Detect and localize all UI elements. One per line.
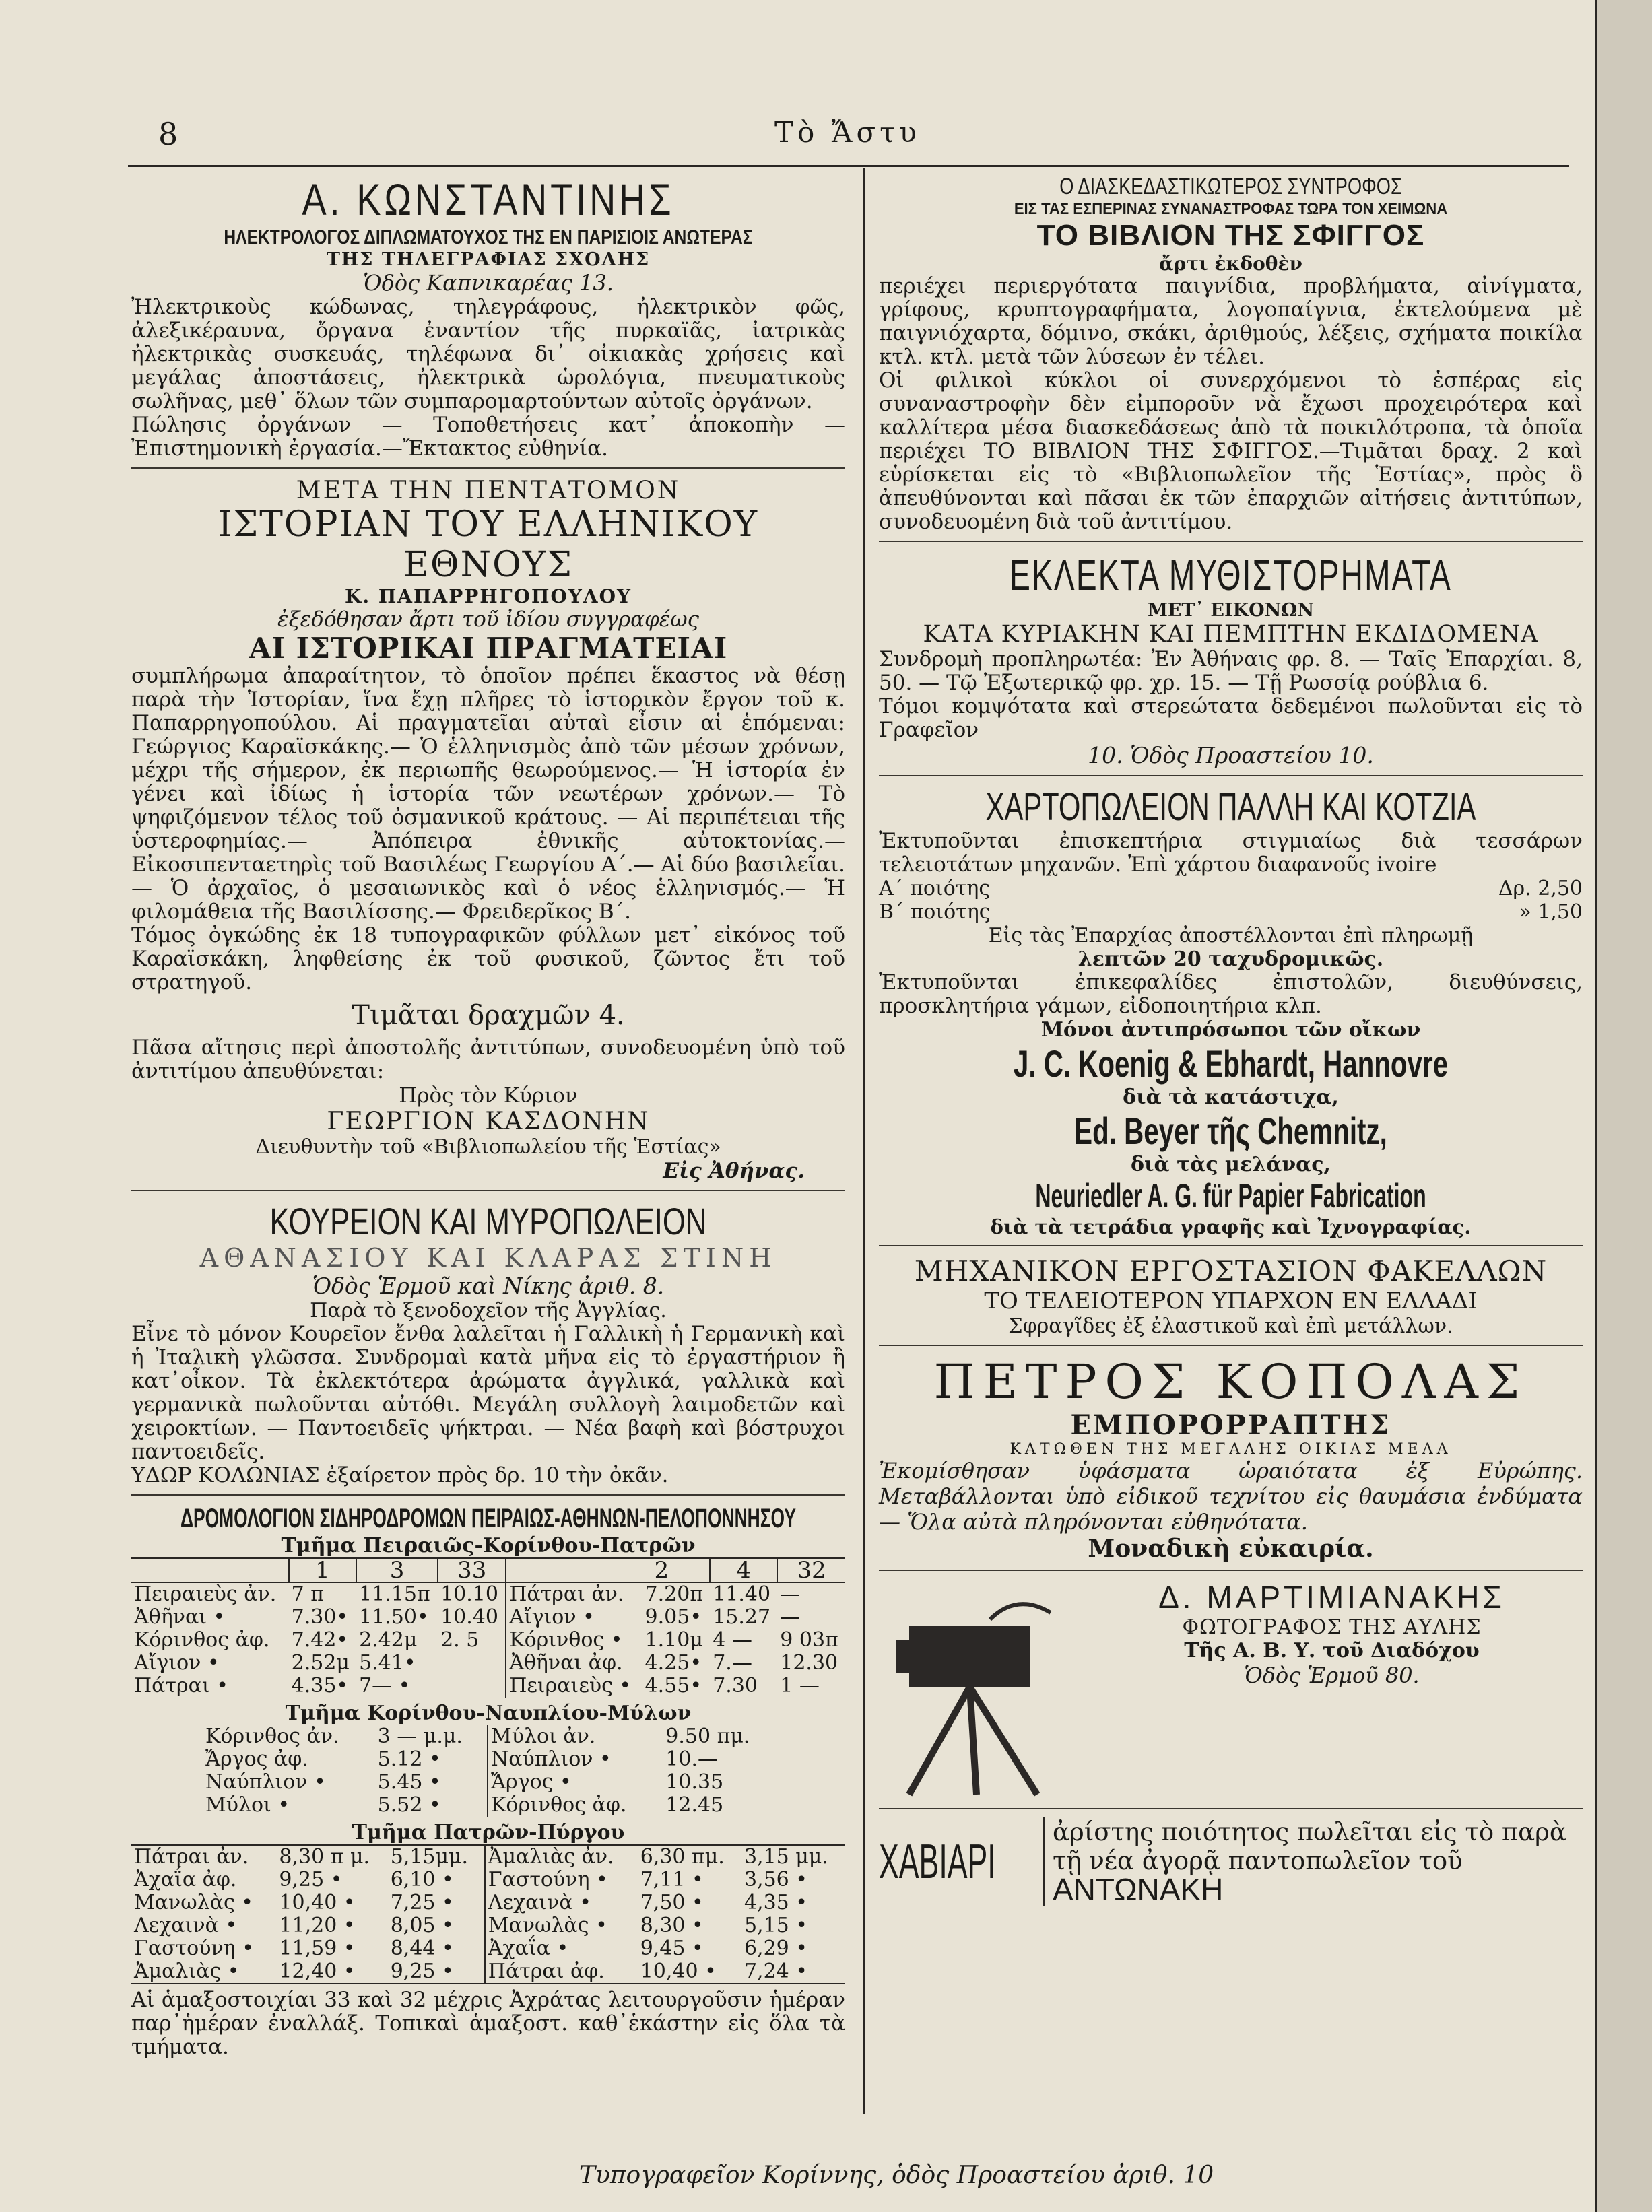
ad-body: συμπλήρωμα ἀπαραίτητον, τὸ ὁποῖον πρέπει ἕκαστος νὰ θέσῃ παρὰ τὴν Ἱστορίαν, ἵνα ἔχῃ πλῆρες τὸ ἱστορικὸν ἔργον τοῦ κ. Παπαρρηγοπούλου. Αἱ πραγματεῖαι αὐταὶ εἶσιν αἱ ἑπόμεναι: Γεώργιος Καραϊσκάκης.— Ὁ ἑλληνισμὸς ἀπὸ τῶν μέσων χρόνων, μέχρι τῆς σήμερον, ἐκ περιωπῆς θεωρούμενος.— Ἡ ἱστορία ἐν γένει καὶ ἰδίως ἡ ἱστορία τῶν νεωτέρων χρόνων.— Τὸ ψηφιζόμενον τέλος τοῦ ὀσμανικοῦ κράτους. — Αἱ περιπέτειαι τῆς ὑστεροφημίας.— Ἀπόπειρα ἐθνικῆς αὐτοκτονίας.—Εἰκοσιπενταετηρὶς τοῦ Βασιλέως Γεωργίου Α΄.— Αἱ δύο βασιλεῖαι.— Ὁ ἀρχαῖος, ὁ μεσαιωνικὸς καὶ ὁ νέος ἑλληνισμός.— Ἡ φιλομάθεια τῆς Βασιλίσσης.— Φρειδερῖκος Β΄. [131,664,845,924]
timetable-cell: Μανωλὰς • [134,1891,253,1914]
ad-trade: ΕΜΠΟΡΟΡΡΑΠΤΗΣ [1070,1409,1391,1441]
page-edge [1595,0,1652,2212]
timetable-cell: Κόρινθος ἀν. [205,1724,339,1748]
timetable-cell: 10.40 [440,1605,498,1629]
timetable-cell: 5.52 • [377,1793,441,1817]
right-column [879,174,1583,1906]
left-column [131,174,845,2059]
ad-sub: ΜΕΤ᾽ ΕΙΚΟΝΩΝ [1147,600,1315,621]
timetable-cell: 1.10μ [645,1628,703,1652]
timetable-cell: Ναύπλιον • [205,1770,326,1794]
ad-body: Σφραγῖδες ἐξ ἐλαστικοῦ καὶ ἐπὶ μετάλλων. [1008,1314,1453,1338]
ad-line-1: ΜΕΤΑ ΤΗΝ ΠΕΝΤΑΤΟΜΟΝ [296,477,681,504]
timetable-cell: 6,10 • [390,1868,454,1891]
ad-address: 10. Ὁδὸς Προαστείου 10. [1088,742,1374,768]
ad-reps: Μόνοι ἀντιπρόσωποι τῶν οἴκων [1040,1018,1421,1042]
timetable-cell: 9,25 • [390,1959,454,1983]
ad-price: Τιμᾶται δραχμῶν 4. [352,1000,625,1031]
timetable-cell: 3,56 • [744,1868,807,1891]
house-2-note: διὰ τὰς μελάνας, [1131,1153,1331,1176]
ad-body-2: Οἱ φιλικοὶ κύκλοι οἱ συνερχόμενοι τὸ ἑσπέρας εἰς συναναστροφὴν δὲν εἰμποροῦν νὰ ἔχωσι προχειρότερα καὶ καλλίτερα μέσα διασκεδάσεως ἀπὸ τὰ ποικιλότροπα, τὰ ὁποῖα περιέχει ΤΟ ΒΙΒΛΙΟΝ ΤΗΣ ΣΦΙΓΓΟΣ.—Τιμᾶται δραχ. 2 καὶ εὑρίσκεται εἰς τὸ «Βιβλιοπωλεῖον τῆς Ἑστίας», πρὸς ὃ ἀπευθύνονται καὶ πᾶσαι ἐκ τῶν ἐπαρχιῶν αἰτήσεις ἀντιτύπων, συνοδευομένη διὰ τοῦ ἀντιτίμου. [879,368,1583,534]
timetable-row [131,1869,845,1891]
ad-printed: Ἐκτυποῦνται ἐπικεφαλίδες ἐπιστολῶν, διευθύνσεις, προσκλητήρια γάμων, εἰδοποιητήρια κλπ. [879,970,1583,1018]
ad-envelope-factory [879,1254,1583,1346]
timetable-row [131,1845,845,1869]
timetable-cell: 4.25• [645,1651,702,1675]
timetable-cell: Αἴγιον • [134,1651,220,1675]
timetable-cell: 5,15μμ. [390,1845,469,1869]
ad-near: Παρὰ τὸ ξενοδοχεῖον τῆς Ἀγγλίας. [310,1299,667,1322]
timetable-cell: 7.42• [291,1628,349,1652]
timetable-cell: 10,40 • [279,1891,356,1914]
timetable-cell: 9,45 • [640,1937,704,1960]
ad-title: ΤΟ ΒΙΒΛΙΟΝ ΤΗΣ ΣΦΙΓΓΟΣ [1036,219,1425,252]
timetable-row [203,1725,774,1748]
timetable-cell: Πάτραι • [134,1674,228,1698]
timetable-cell: Ἀθῆναι • [134,1605,226,1629]
timetable-cell: 7,11 • [640,1868,704,1891]
timetable-cell: Ἀθῆναι ἀφ. [506,1652,642,1675]
section-heading: Τμῆμα Κορίνθου-Ναυπλίου-Μύλων [285,1702,692,1725]
timetable-cell: Κόρινθος ἀφ. [488,1794,663,1817]
timetable-cell: Γαστούνη • [485,1869,638,1891]
house-2: Ed. Beyer τῆς Chemnitz, [1074,1110,1387,1152]
ad-location: ΚΑΤΩΘΕΝ ΤΗΣ ΜΕΓΑΛΗΣ ΟΙΚΙΑΣ ΜΕΛΑ [1010,1441,1452,1458]
timetable-cell: 8,30 • [640,1914,704,1937]
timetable-cell: Ναύπλιον • [488,1748,663,1771]
ad-tag: Μοναδικὴ εὐκαιρία. [1088,1535,1374,1563]
ad-recipient: ΓΕΩΡΓΙΟΝ ΚΑΣΔΟΝΗΝ [327,1108,650,1135]
timetable-cell: 10.— [665,1747,719,1771]
ad-product: ΧΑΒΙΑΡΙ [879,1835,996,1889]
timetable-cell: 11,59 • [279,1937,356,1960]
printer-footer: Τυπογραφεῖον Κορίννης, ὁδὸς Προαστείου ἀριθ. 10 [579,2161,1214,2189]
timetable-cell: 7.— [713,1651,752,1675]
timetable-cell: 6,30 πμ. [640,1845,725,1869]
page-number: 8 [158,116,178,152]
timetable-cell: Πάτραι ἀν. [506,1582,642,1606]
ad-title: ΧΑΡΤΟΠΩΛΕΙΟΝ ΠΑΛΛΗ ΚΑΙ ΚΟΤΖΙΑ [985,785,1476,829]
timetable-cell: 3 — μ.μ. [377,1724,463,1748]
timetable-cell: 8,30 π μ. [279,1845,370,1869]
timetable-cell: 6,29 • [744,1937,807,1960]
train-column: 33 [438,1558,506,1582]
quality-label: Α΄ ποιότης [879,877,991,900]
timetable-cell: Πειραιεὺς • [506,1675,642,1698]
timetable-cell: 11.40 [713,1582,771,1606]
timetable-cell: Μύλοι ἀν. [488,1725,663,1748]
timetable-cell: Ἀμαλιὰς • [134,1959,240,1983]
train-column: 1 [289,1558,356,1582]
timetable-section-2 [203,1725,774,1817]
ad-schedule: ΚΑΤΑ ΚΥΡΙΑΚΗΝ ΚΑΙ ΠΕΜΠΤΗΝ ΕΚΔΙΔΟΜΕΝΑ [923,621,1539,648]
timetable-cell: 2.42μ [359,1628,418,1652]
ad-title: ΚΟΥΡΕΙΟΝ ΚΑΙ ΜΥΡΟΠΩΛΕΙΟΝ [269,1200,707,1242]
timetable-cell: 1 — [780,1674,820,1698]
timetable-note: Αἱ ἁμαξοστοιχίαι 33 καὶ 32 μέχρις Ἀχράτας λειτουργοῦσιν ἡμέραν παρ᾽ἡμέραν ἐναλλάξ. Τοπικαὶ ἁμαξοστ. καθ᾽ἑκάστην εἰς ὅλα τὰ τμήματα. [131,1988,845,2059]
ad-cologne: ΥΔΩΡ ΚΟΛΩΝΙΑΣ ἐξαίρετον πρὸς δρ. 10 τὴν ὀκᾶν. [131,1463,669,1487]
timetable-cell: Ἀμαλιὰς ἀν. [485,1845,638,1869]
timetable-cell: 15.27 [713,1605,771,1629]
train-column: 2 [506,1558,710,1582]
timetable-cell: Ἀχαΐα • [485,1937,638,1960]
timetable-cell: Μύλοι • [205,1793,290,1817]
timetable-cell: Λεχαινὰ • [134,1914,238,1937]
timetable-row [131,1937,845,1960]
ad-novels [879,550,1583,776]
timetable-row [131,1652,845,1675]
timetable-cell: Κόρινθος • [506,1629,642,1652]
timetable-cell: 4.35• [291,1674,349,1698]
house-1-note: διὰ τὰ κατάστιχα, [1123,1085,1339,1109]
camera-illustration [879,1579,1074,1801]
timetable-row [131,1629,845,1652]
ad-to: Πρὸς τὸν Κύριον [399,1083,578,1108]
section-heading: Τμῆμα Πειραιῶς-Κορίνθου-Πατρῶν [281,1534,696,1557]
timetable-cell: 9.50 πμ. [665,1724,750,1748]
price-row-2 [879,900,1583,924]
ad-title: ΕΚΛΕΚΤΑ ΜΥΘΙΣΤΟΡΗΜΑΤΑ [1010,551,1452,599]
ad-body: Εἶνε τὸ μόνον Κουρεῖον ἔνθα λαλεῖται ἡ Γαλλικὴ ἡ Γερμανικὴ καὶ ἡ Ἰταλικὴ γλῶσσα. Συνδρομαὶ κατὰ μῆνα εἰς τὸ ἐργαστήριον ἢ κατ᾽οἶκον. Τὰ ἐκλεκτότερα ἀρώματα ἀγγλικά, γαλλικὰ καὶ γερμανικὰ πωλοῦνται αὐτόθι. Μεγάλη συλλογὴ λαιμοδετῶν καὶ χειροκτίων. — Παντοειδεῖς ψήκτραι. — Νέα βαφὴ καὶ βόστρυχοι παντοειδεῖς. [131,1322,845,1464]
timetable-cell: Πάτραι ἀν. [134,1845,249,1869]
timetable-cell: 2.52μ [291,1651,350,1675]
price-row-1 [879,877,1583,900]
timetable-row [131,1914,845,1937]
ad-owner: ΑΘΑΝΑΣΙΟΥ ΚΑΙ ΚΛΑΡΑΣ ΣΤΙΝΗ [199,1243,777,1273]
timetable-cell: 8,05 • [390,1914,454,1937]
ad-sub: ΤΟ ΤΕΛΕΙΟΤΕΡΟΝ ΥΠΑΡΧΟΝ ΕΝ ΕΛΛΑΔΙ [984,1287,1478,1314]
timetable-cell: 4.55• [645,1674,702,1698]
house-3: Neuriedler A. G. für Papier Fabrication [1035,1177,1426,1215]
column-divider [863,168,865,2114]
ad-title: ΦΩΤΟΓΡΑΦΟΣ ΤΗΣ ΑΥΛΗΣ [1182,1615,1482,1639]
train-column: 4 [710,1558,777,1582]
timetable-cell: 7.30• [291,1605,349,1629]
timetable-row [203,1794,774,1817]
ad-published: ἐξεδόθησαν ἄρτι τοῦ ἰδίου συγγραφέως [277,607,700,632]
ad-city: Εἰς Ἀθήνας. [663,1159,805,1183]
ad-name: Α. ΚΩΝΣΤΑΝΤΙΝΗΣ [302,174,675,224]
ad-address: Ὁδὸς Καπνικαρέας 13. [363,270,614,296]
timetable-cell: 7,25 • [390,1891,454,1914]
camera-icon [882,1579,1071,1801]
timetable-cell: 9,25 • [279,1868,343,1891]
timetable-row [131,1960,845,1984]
quality-price: » 1,50 [1519,900,1583,924]
timetable-row [131,1582,845,1606]
ad-barbershop [131,1199,845,1496]
ad-author: Κ. ΠΑΠΑΡΡΗΓΟΠΟΥΛΟΥ [345,585,632,607]
ad-volume: Τόμος ὀγκώδης ἐκ 18 τυπογραφικῶν φύλλων μετ᾽ εἰκόνος τοῦ Καραϊσκάκη, ληφθείσης ἐκ τοῦ φυσικοῦ, ζῶντος ἔτι τοῦ στρατηγοῦ. [131,923,845,995]
ad-photographer [879,1579,1583,1809]
timetable-title: ΔΡΟΜΟΛΟΓΙΟΝ ΣΙΔΗΡΟΔΡΟΜΩΝ ΠΕΙΡΑΙΩΣ-ΑΘΗΝΩΝ-ΠΕΛΟΠΟΝΝΗΣΟΥ [180,1504,796,1533]
timetable-cell: 11.15π [359,1582,430,1606]
timetable-cell: 10.35 [665,1770,724,1794]
timetable-cell: 5.41• [359,1651,416,1675]
header-rule [128,165,1569,167]
ad-caviar [879,1817,1583,1906]
timetable-cell: 9 03π [780,1628,838,1652]
ad-history-book [131,477,845,1191]
section-heading: Τμῆμα Πατρῶν-Πύργου [352,1821,625,1844]
ad-title: ΜΗΧΑΝΙΚΟΝ ΕΡΓΟΣΤΑΣΙΟΝ ΦΑΚΕΛΛΩΝ [914,1254,1548,1287]
timetable-row [203,1771,774,1794]
ad-name: Δ. ΜΑΡΤΙΜΙΑΝΑΚΗΣ [1158,1580,1505,1615]
timetable-cell: 10.10 [440,1582,498,1606]
ad-body: Ἐκτυποῦνται ἐπισκεπτήρια στιγμιαίως διὰ τεσσάρων τελειοτάτων μηχανῶν. Ἐπὶ χάρτου διαφανοῦς ivoire [879,829,1583,877]
timetable-cell: 4,35 • [744,1891,807,1914]
timetable-cell: 3,15 μμ. [744,1845,828,1869]
timetable-cell: Κόρινθος ἀφ. [134,1628,270,1652]
timetable-cell: 12.30 [780,1651,838,1675]
quality-price: Δρ. 2,50 [1498,877,1583,900]
newspaper-title: Τὸ Ἄστυ [774,116,921,149]
ad-sub: Τῆς Α. Β. Υ. τοῦ Διαδόχου [1184,1639,1480,1663]
quality-label: Β΄ ποιότης [879,900,991,924]
train-column: 3 [356,1558,438,1582]
timetable-cell: 7.30 [713,1674,758,1698]
train-column: 32 [777,1558,845,1582]
timetable-cell: 11.50• [359,1605,429,1629]
ad-orders: Πᾶσα αἴτησις περὶ ἀποστολῆς ἀντιτύπων, συνοδευομένη ὑπὸ τοῦ ἀντιτίμου ἀπευθύνεται: [131,1036,845,1083]
railway-timetable [131,1504,845,2059]
ad-school: ΤΗΣ ΤΗΛΕΓΡΑΦΙΑΣ ΣΧΟΛΗΣ [326,249,651,270]
ad-stamps: λεπτῶν 20 ταχυδρομικῶς. [1078,947,1384,971]
timetable-cell: Αἴγιον • [506,1606,642,1629]
ad-body: περιέχει περιεργότατα παιγνίδια, προβλήματα, αἰνίγματα, γρίφους, κρυπτογραφήματα, λογοπαίγνια, ἐκτελούμενα μὲ παιγνιόχαρτα, δόμινο, σκάκι, ἀριθμούς, λέξεις, σχήματα ποικίλα κτλ. κτλ. μετὰ τῶν λύσεων ἐν τέλει. [879,274,1583,369]
ad-electrician [131,174,845,469]
timetable-cell: 7 π [291,1582,324,1606]
timetable-section-1 [131,1557,845,1698]
timetable-cell: 7,50 • [640,1891,704,1914]
timetable-cell [438,1652,506,1675]
ad-book-title: ΑΙ ΙΣΤΟΡΙΚΑΙ ΠΡΑΓΜΑΤΕΙΑΙ [249,632,728,665]
timetable-cell: Πειραιεὺς ἀν. [134,1582,277,1606]
ad-seller: ΑΝΤΩΝΑΚΗ [1053,1872,1224,1907]
ad-role: Διευθυντὴν τοῦ «Βιβλιοπωλείου τῆς Ἑστίας» [255,1135,721,1159]
timetable-cell: Ἄργος ἀφ. [205,1747,308,1771]
ad-body: ἀρίστης ποιότητος πωλεῖται εἰς τὸ παρὰ τῇ νέα ἀγορᾷ παντοπωλεῖον τοῦ [1053,1817,1566,1875]
timetable-cell: 12.45 [665,1793,724,1817]
timetable-cell: 11,20 • [279,1914,356,1937]
ad-address: Ὁδὸς Ἑρμοῦ καὶ Νίκης ἀριθ. 8. [312,1273,665,1299]
timetable-cell: 7,24 • [744,1959,807,1983]
ad-volumes: Τόμοι κομψότατα καὶ στερεώτατα δεδεμένοι πωλοῦνται εἰς τὸ Γραφεῖον [879,694,1583,742]
house-3-note: διὰ τὰ τετράδια γραφῆς καὶ Ἰχνογραφίας. [990,1215,1472,1238]
timetable-cell: Γαστούνη • [134,1937,254,1960]
ad-provinces: Εἰς τὰς Ἐπαρχίας ἀποστέλλονται ἐπὶ πληρωμῇ [988,924,1474,947]
timetable-cell: Πάτραι ἀφ. [485,1960,638,1984]
timetable-row [203,1748,774,1771]
timetable-cell: 7.20π [645,1582,704,1606]
timetable-cell: Μανωλὰς • [485,1914,638,1937]
timetable-cell: 12,40 • [279,1959,356,1983]
timetable-cell: 9.05• [645,1605,702,1629]
ad-line-2: ΕΙΣ ΤΑΣ ΕΣΠΕΡΙΝΑΣ ΣΥΝΑΝΑΣΤΡΟΦΑΣ ΤΩΡΑ ΤΟΝ ΧΕΙΜΩΝΑ [1014,200,1448,218]
timetable-cell: 2. 5 [440,1628,480,1652]
ad-body: Ἠλεκτρικοὺς κώδωνας, τηλεγράφους, ἠλεκτρικὸν φῶς, ἀλεξικέραυνα, ὄργανα ἐναντίον τῆς πυρκαϊᾶς, ἰατρικὰς ἠλεκτρικὰς συσκευάς, τηλέφωνα δι᾽ οἰκιακὰς χρήσεις καὶ μεγάλας ἀποστάσεις, ἠλεκτρικὰ ὡρολόγια, πνευματικοὺς σωλῆνας, μεθ᾽ ὅλων τῶν συμπαρομαρτούντων αὐτοῖς ὀργάνων. [131,295,845,413]
ad-sphinx-book [879,174,1583,542]
timetable-cell: 5.12 • [377,1747,441,1771]
ad-name: ΠΕΤΡΟΣ ΚΟΠΟΛΑΣ [933,1354,1528,1409]
timetable-cell: 5,15 • [744,1914,807,1937]
timetable-cell: — [780,1582,801,1606]
ad-subscription: Συνδρομὴ προπληρωτέα: Ἐν Ἀθήναις φρ. 8. — Ταῖς Ἐπαρχίαι. 8, 50. — Τῷ Ἐξωτερικῷ φρ. χρ. 15. — Τῇ Ρωσσίᾳ ρούβλια 6. [879,647,1583,695]
timetable-cell: 10,40 • [640,1959,717,1983]
ad-published: ἄρτι ἐκδοθὲν [1159,253,1302,275]
ad-body-2: Πώλησις ὀργάνων — Τοποθετήσεις κατ᾽ ἀποκοπὴν — Ἐπιστημονικὴ ἐργασία.—Ἔκτακτος εὐθηνία. [131,413,845,461]
ad-title: ΗΛΕΚΤΡΟΛΟΓΟΣ ΔΙΠΛΩΜΑΤΟΥΧΟΣ ΤΗΣ ΕΝ ΠΑΡΙΣΙΟΙΣ ΑΝΩΤΕΡΑΣ [224,226,753,248]
timetable-cell: 5.45 • [377,1770,441,1794]
timetable-cell [438,1675,506,1698]
timetable-cell: Λεχαινὰ • [485,1891,638,1914]
ad-address: Ὁδὸς Ἑρμοῦ 80. [1244,1663,1420,1688]
timetable-cell: Ἄργος • [488,1771,663,1794]
timetable-cell: Ἀχαΐα ἀφ. [134,1868,237,1891]
ad-stationery [879,784,1583,1246]
ad-line-1: Ο ΔΙΑΣΚΕΔΑΣΤΙΚΩΤΕΡΟΣ ΣΥΝΤΡΟΦΟΣ [1059,174,1402,199]
ad-body: Ἐκομίσθησαν ὑφάσματα ὡραιότατα ἐξ Εὐρώπης. Μεταβάλλονται ὑπὸ εἰδικοῦ τεχνίτου εἰς θαυμάσια ἐνδύματα — Ὅλα αὐτὰ πληρόνονται εὐθηνότατα. [879,1458,1583,1535]
house-1: J. C. Koenig & Ebhardt, Hannovre [1013,1042,1449,1085]
timetable-section-3 [131,1844,845,1984]
timetable-cell: 8,44 • [390,1937,454,1960]
ad-line-2: ΙΣΤΟΡΙΑΝ ΤΟΥ ΕΛΛΗΝΙΚΟΥ ΕΘΝΟΥΣ [218,504,759,585]
timetable-row [131,1891,845,1914]
ad-tailor [879,1354,1583,1571]
timetable-cell: 7— • [359,1674,411,1698]
timetable-cell: — [780,1605,801,1629]
timetable-row [131,1675,845,1698]
timetable-row [131,1606,845,1629]
timetable-cell: 4 — [713,1628,752,1652]
